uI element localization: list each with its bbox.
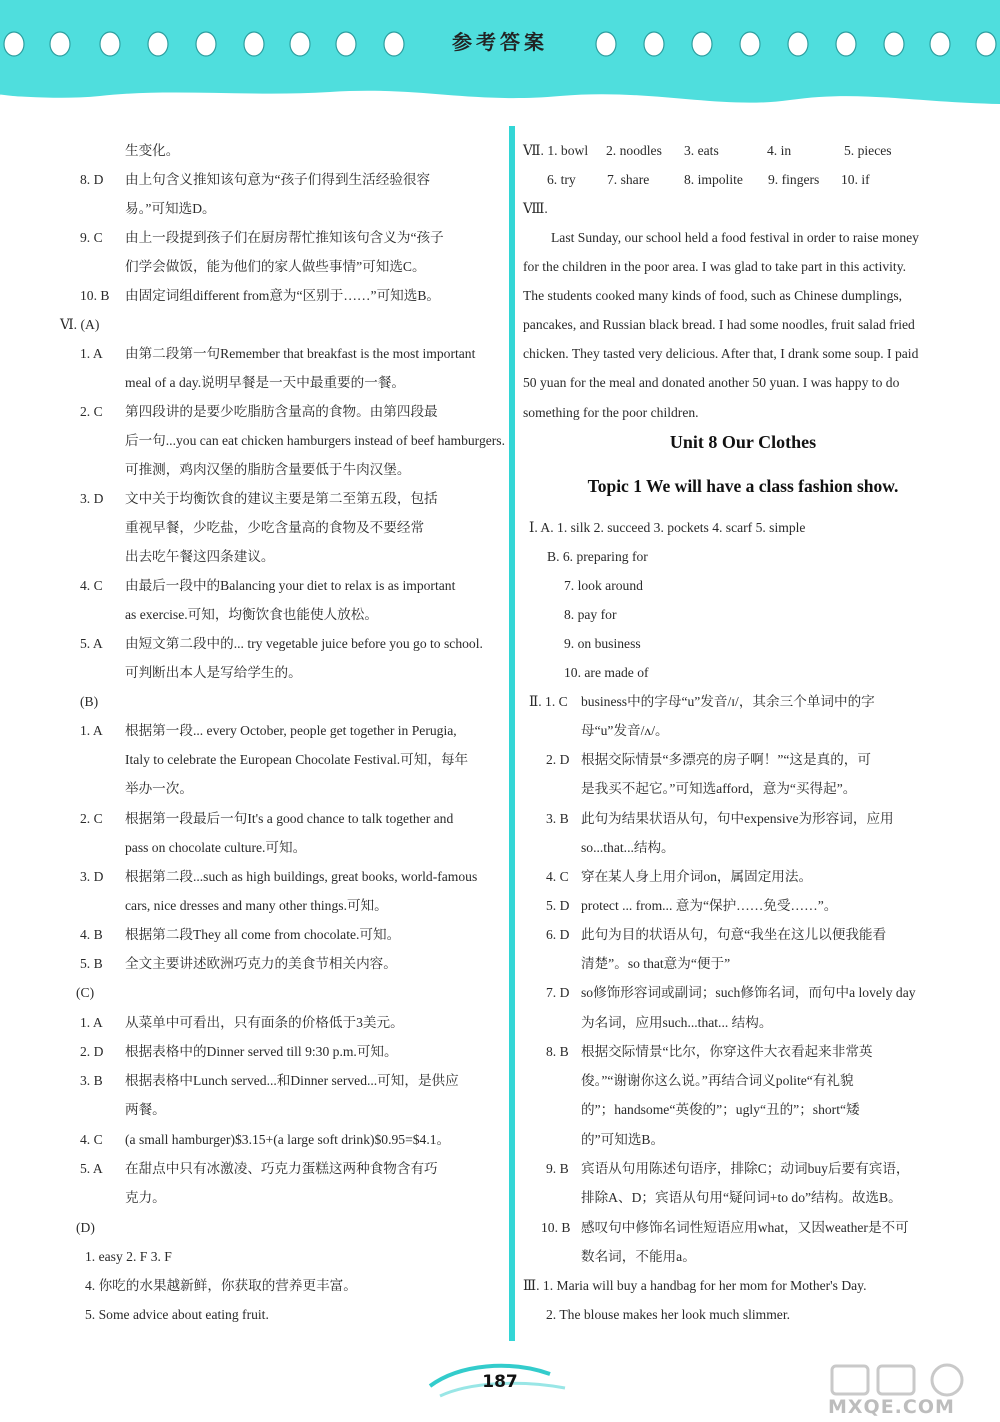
column-divider	[509, 126, 515, 1341]
right-answer-line: so修饰形容词或副词；such修饰名词，而句中a lovely day	[581, 985, 916, 1000]
right-answer-line: 此句为目的状语从句，句意“我坐在这儿以便我能看	[581, 927, 887, 942]
left-answer-line: 全文主要讲述欧洲巧克力的美食节相关内容。	[125, 956, 397, 971]
right-answer-line: business中的字母“u”发音/ɪ/，其余三个单词中的字	[581, 694, 875, 709]
unit-heading: Unit 8 Our Clothes	[669, 432, 817, 452]
left-answer-line: 根据表格中Lunch served...和Dinner served...可知，是供应	[125, 1073, 459, 1088]
left-answer-line: 举办一次。	[125, 781, 193, 796]
right-answer-line: Ⅱ. 1. C	[529, 694, 568, 709]
left-answer-line: 由最后一段中的Balancing your diet to relax is as important	[125, 578, 456, 593]
right-answer-line: 穿在某人身上用介词on，属固定用法。	[581, 869, 813, 884]
right-answer-line: 9. fingers	[768, 172, 820, 187]
right-answer-line: 为名词，应用such...that... 结构。	[581, 1015, 773, 1030]
right-answer-line: for the children in the poor area. I was glad to take part in this activity.	[523, 259, 907, 274]
left-answer-line: 10. B	[80, 288, 110, 303]
left-answer-line: 1. A	[80, 346, 103, 361]
left-answer-line: (a small hamburger)$3.15+(a large soft drink)$0.95=$4.1。	[125, 1132, 451, 1147]
right-answer-line: 10. are made of	[564, 665, 649, 680]
left-answer-line: 1. A	[80, 1015, 103, 1030]
right-answer-line: The students cooked many kinds of food, such as Chinese dumplings,	[523, 288, 903, 303]
right-answer-line: 9. on business	[564, 636, 641, 651]
left-answer-line: (B)	[80, 694, 99, 709]
left-answer-line: 由上一段提到孩子们在厨房帮忙推知该句含义为“孩子	[125, 230, 444, 245]
left-answer-line: 由固定词组different from意为“区别于……”可知选B。	[125, 288, 441, 303]
topic-heading: Topic 1 We will have a class fashion show.	[587, 476, 899, 496]
right-answer-line: 2. The blouse makes her look much slimmer.	[546, 1307, 791, 1322]
page-title: 参考答案	[452, 30, 548, 54]
left-answer-line: 5. A	[80, 636, 103, 651]
left-answer-line: pass on chocolate culture.可知。	[125, 840, 307, 855]
right-answer-line: 感叹句中修饰名词性短语应用what，又因weather是不可	[581, 1220, 909, 1235]
left-answer-line: 3. B	[80, 1073, 103, 1088]
right-answer-line: 是我买不起它。”可知选afford，意为“买得起”。	[581, 781, 857, 796]
left-answer-line: 根据第二段...such as high buildings, great books, world-famous	[125, 869, 478, 884]
right-answer-line: 8. pay for	[564, 607, 617, 622]
right-answer-line: 宾语从句用陈述句语序，排除C；动词buy后要有宾语，	[581, 1161, 910, 1176]
left-answer-line: 根据第一段... every October, people get together in Perugia,	[125, 723, 457, 738]
left-answer-line: 根据表格中的Dinner served till 9:30 p.m.可知。	[125, 1044, 398, 1059]
right-answer-line: 母“u”发音/ʌ/。	[581, 723, 669, 738]
left-answer-line: 第四段讲的是要少吃脂肪含量高的食物。由第四段最	[125, 404, 438, 419]
left-answer-line: as exercise.可知，均衡饮食也能使人放松。	[125, 607, 378, 622]
left-answer-line: 4. B	[80, 927, 103, 942]
left-answer-line: 后一句...you can eat chicken hamburgers instead of beef hamburgers.	[125, 433, 506, 448]
right-answer-line: 9. B	[546, 1161, 569, 1176]
left-answer-line: 5. A	[80, 1161, 103, 1176]
left-answer-line: 3. D	[80, 869, 104, 884]
left-answer-line: 生变化。	[125, 143, 180, 158]
right-answer-line: 此句为结果状语从句，句中expensive为形容词，应用	[581, 811, 894, 826]
left-answer-line: 克力。	[125, 1190, 166, 1205]
left-answer-line: Ⅵ. (A)	[60, 317, 100, 332]
left-answer-line: 4. 你吃的水果越新鲜，你获取的营养更丰富。	[85, 1278, 357, 1293]
right-answer-line: 数名词，不能用a。	[581, 1249, 696, 1264]
right-answer-line: 2. noodles	[606, 143, 662, 158]
right-answer-line: 6. try	[547, 172, 576, 187]
left-answer-line: 根据第二段They all come from chocolate.可知。	[125, 927, 401, 942]
left-answer-line: 9. C	[80, 230, 103, 245]
left-answer-line: 1. easy 2. F 3. F	[85, 1249, 172, 1264]
left-answer-line: 可推测，鸡肉汉堡的脂肪含量要低于牛肉汉堡。	[125, 462, 411, 477]
left-answer-line: 在甜点中只有冰激凌、巧克力蛋糕这两种食物含有巧	[125, 1161, 438, 1176]
right-answer-line: 的”；handsome“英俊的”；ugly“丑的”；short“矮	[581, 1102, 860, 1117]
left-answer-line: Italy to celebrate the European Chocolate Festival.可知，每年	[125, 752, 469, 767]
left-answer-line: 易。”可知选D。	[125, 201, 216, 216]
right-answer-line: Ⅷ.	[523, 201, 548, 216]
header-banner	[0, 0, 1000, 130]
right-answer-line: 4. C	[546, 869, 569, 884]
left-answer-line: 根据第一段最后一句It's a good chance to talk together and	[125, 811, 454, 826]
left-answer-line: (D)	[76, 1220, 95, 1235]
left-answer-line: 2. C	[80, 811, 103, 826]
right-answer-line: 8. impolite	[684, 172, 743, 187]
left-answer-line: meal of a day.说明早餐是一天中最重要的一餐。	[125, 375, 406, 390]
left-answer-line: 两餐。	[125, 1102, 166, 1117]
right-answer-line: 7. look around	[564, 578, 643, 593]
right-answer-line: protect ... from... 意为“保护……免受……”。	[581, 898, 838, 913]
left-answer-line: 文中关于均衡饮食的建议主要是第二至第五段，包括	[125, 491, 438, 506]
right-answer-line: 根据交际情景“比尔，你穿这件大衣看起来非常英	[581, 1044, 873, 1059]
watermark	[822, 1362, 992, 1420]
left-answer-line: 4. C	[80, 1132, 103, 1147]
left-answer-line: 可判断出本人是写给学生的。	[125, 665, 302, 680]
left-answer-line: 重视早餐，少吃盐，少吃含量高的食物及不要经常	[125, 520, 425, 535]
left-answer-line: 4. C	[80, 578, 103, 593]
right-answer-line: 根据交际情景“多漂亮的房子啊！”“这是真的，可	[581, 752, 871, 767]
right-answer-line: something for the poor children.	[523, 405, 699, 420]
left-answer-line: 5. B	[80, 956, 103, 971]
left-answer-line: 由第二段第一句Remember that breakfast is the most important	[125, 346, 476, 361]
watermark-logo	[822, 1362, 992, 1398]
right-answer-line: chicken. They tasted very delicious. After that, I drank some soup. I paid	[523, 346, 919, 361]
left-answer-line: cars, nice dresses and many other things.可知。	[125, 898, 388, 913]
right-answer-line: 的”可知选B。	[581, 1132, 665, 1147]
right-answer-line: 7. D	[546, 985, 570, 1000]
left-answer-line: 出去吃午餐这四条建议。	[125, 549, 275, 564]
right-answer-line: B. 6. preparing for	[547, 549, 648, 564]
right-answer-line: 3. eats	[684, 143, 719, 158]
right-answer-line: 5. D	[546, 898, 570, 913]
right-answer-line: pancakes, and Russian black bread. I had some noodles, fruit salad fried	[523, 317, 915, 332]
left-answer-line: 2. D	[80, 1044, 104, 1059]
header-wave-graphic	[0, 0, 1000, 130]
right-answer-line: 3. B	[546, 811, 569, 826]
right-answer-line: 4. in	[767, 143, 792, 158]
right-answer-line: 排除A、D；宾语从句用“疑问词+to do”结构。故选B。	[581, 1190, 902, 1205]
left-answer-line: 们学会做饭，能为他们的家人做些事情”可知选C。	[125, 259, 426, 274]
watermark-text: MXQE.COM	[828, 1396, 955, 1418]
right-answer-line: 俊。”“谢谢你这么说。”再结合词义polite“有礼貌	[581, 1073, 854, 1088]
left-answer-line: 8. D	[80, 172, 104, 187]
right-answer-line: 2. D	[546, 752, 570, 767]
right-answer-line: Last Sunday, our school held a food festival in order to raise money	[551, 230, 919, 245]
left-answer-line: 由短文第二段中的... try vegetable juice before you go to school.	[125, 636, 483, 651]
left-answer-line: 从菜单中可看出，只有面条的价格低于3美元。	[125, 1015, 404, 1030]
right-answer-line: so...that...结构。	[581, 840, 675, 855]
left-answer-line: 2. C	[80, 404, 103, 419]
left-answer-line: 5. Some advice about eating fruit.	[85, 1307, 269, 1322]
left-answer-line: 1. A	[80, 723, 103, 738]
right-answer-line: Ⅲ. 1. Maria will buy a handbag for her mom for Mother's Day.	[523, 1278, 867, 1293]
right-answer-line: 50 yuan for the meal and donated another 50 yuan. I was happy to do	[523, 375, 900, 390]
page-number: 187	[482, 1372, 518, 1392]
right-answer-line: Ⅶ. 1. bowl	[523, 143, 589, 158]
right-answer-line: 10. if	[841, 172, 870, 187]
left-answer-line: 3. D	[80, 491, 104, 506]
right-answer-line: 6. D	[546, 927, 570, 942]
right-answer-line: 7. share	[607, 172, 650, 187]
right-answer-line: 清楚”。so that意为“便于”	[581, 956, 731, 971]
left-answer-line: 由上句含义推知该句意为“孩子们得到生活经验很容	[125, 172, 431, 187]
right-answer-line: Ⅰ. A. 1. silk 2. succeed 3. pockets 4. scarf 5. simple	[529, 520, 806, 535]
right-answer-line: 8. B	[546, 1044, 569, 1059]
right-answer-line: 5. pieces	[844, 143, 892, 158]
left-answer-line: (C)	[76, 985, 95, 1000]
right-answer-line: 10. B	[541, 1220, 571, 1235]
